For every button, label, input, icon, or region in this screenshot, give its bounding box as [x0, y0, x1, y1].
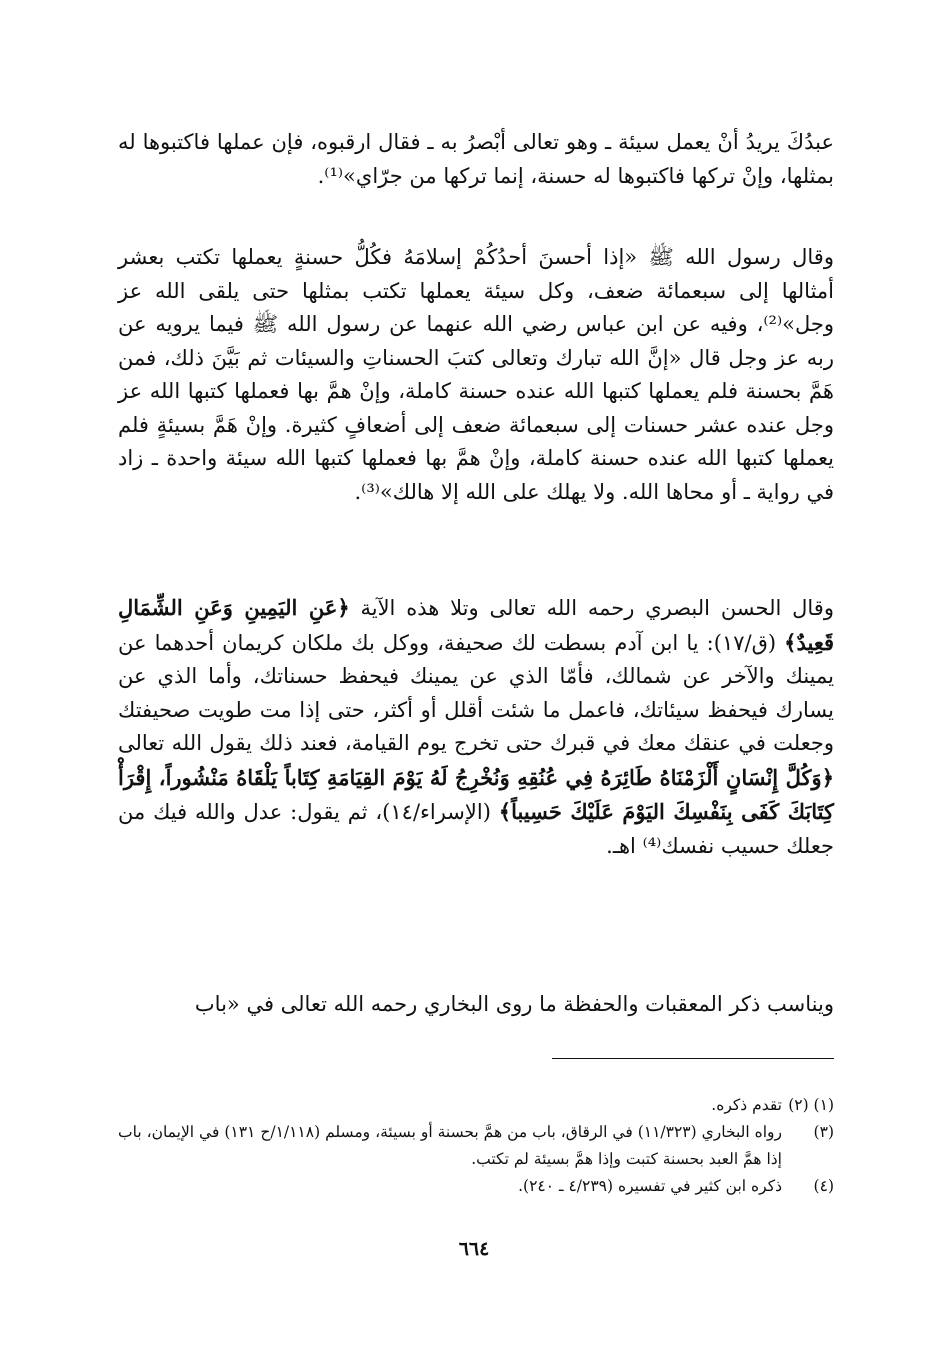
footnote-number: (٣)	[813, 1123, 834, 1141]
footnote-number: (٤)	[813, 1177, 834, 1195]
quran-verse-qaf: ﴿عَنِ اليَمِينِ وَعَنِ الشِّمَالِ قَعِيدٌ﴾	[118, 595, 835, 655]
footnote-4	[118, 1173, 834, 1200]
footnote-number: (١) (٢)	[788, 1096, 834, 1114]
paragraph-3-hasan-quote: (ق/١٧): يا ابن آدم بسطت لك صحيفة، ووكل بك ملكان كريمان أحدهما عن يمينك والآخر عن شمالك، فأمّا الذي عن يمينك فيحفظ حسناتك، وأما الذي عن يسارك فيحفظ سيئاتك، فاعمل ما شئت أقلل أو أكثر، حتى إذا مت طويت صحيفتك وجعلت في عنقك معك في قبرك حتى تخرج يوم القيامة، فعند ذلك يقول الله تعالى	[118, 630, 834, 755]
quran-verse-isra: ﴿وَكُلَّ إِنْسَانٍ أَلْزَمْنَاهُ طَائِرَهُ فِي عُنُقِهِ وَنُخْرِجُ لَهُ يَوْمَ القِيَامَةِ كِتَاباً يَلْقَاهُ مَنْشُوراً، إِقْرَأْ كِتَابَكَ كَفَى بِنَفْسِكَ اليَوْمَ عَلَيْكَ حَسِيباً﴾	[118, 764, 834, 824]
footnote-separator	[552, 1058, 834, 1059]
paragraph-3	[118, 591, 834, 863]
paragraph-2: وقال رسول الله ﷺ «إذا أحسنَ أحدُكُمْ إسلامَهُ فكُلُّ حسنةٍ يعملها تكتب بعشر أمثالها إلى سبعمائة ضعف، وكل سيئة يعملها تكتب بمثلها حتى يلقى الله عز وجل»⁽²⁾، وفيه عن ابن عباس رضي الله عنهما عن رسول الله ﷺ فيما يرويه عن ربه عز وجل قال «إنَّ الله تبارك وتعالى كتبَ الحسناتِ والسيئات ثم بَيَّنَ ذلك، فمن هَمَّ بحسنة فلم يعملها كتبها الله عنده حسنة كاملة، وإنْ همَّ بها فعملها كتبها الله عز وجل عنده عشر حسنات إلى سبعمائة ضعف إلى أضعافٍ كثيرة. وإنْ هَمَّ بسيئةٍ فلم يعملها كتبها الله عنده حسنة كاملة، وإنْ همَّ بها فعملها كتبها الله سيئة واحدة ـ زاد في رواية ـ أو محاها الله. ولا يهلك على الله إلا هالك»⁽³⁾.	[118, 245, 834, 504]
footnote-text: ذكره ابن كثير في تفسيره (٤/٢٣٩ ـ ٢٤٠).	[518, 1177, 782, 1195]
page-number: ٦٦٤	[458, 1238, 490, 1260]
footnotes	[118, 1092, 834, 1200]
footnote-text: رواه البخاري (١١/٣٢٣) في الرقاق، باب من همَّ بحسنة أو بسيئة، ومسلم (١/١١٨/ح ١٣١) في الإيمان، باب إذا همَّ العبد بحسنة كتبت وإذا همَّ بسيئة لم تكتب.	[118, 1123, 783, 1168]
footnote-1-2	[118, 1092, 834, 1119]
paragraph-1: عبدُكَ يريدُ أنْ يعمل سيئة ـ وهو تعالى أبْصرُ به ـ فقال ارقبوه، فإن عملها فاكتبوها له بمثلها، وإنْ تركها فاكتبوها له حسنة، إنما تركها من جرّاي»⁽¹⁾.	[118, 130, 834, 188]
footnote-3	[118, 1119, 834, 1173]
paragraph-4: ويناسب ذكر المعقبات والحفظة ما روى البخاري رحمه الله تعالى في «باب	[194, 992, 834, 1016]
paragraph-3-ending: (الإسراء/١٤)، ثم يقول: عدل والله فيك من جعلك حسيب نفسك⁽⁴⁾ اهـ.	[118, 800, 834, 858]
footnote-text: تقدم ذكره.	[711, 1096, 782, 1114]
paragraph-3-intro: وقال الحسن البصري رحمه الله تعالى وتلا هذه الآية	[349, 596, 834, 620]
